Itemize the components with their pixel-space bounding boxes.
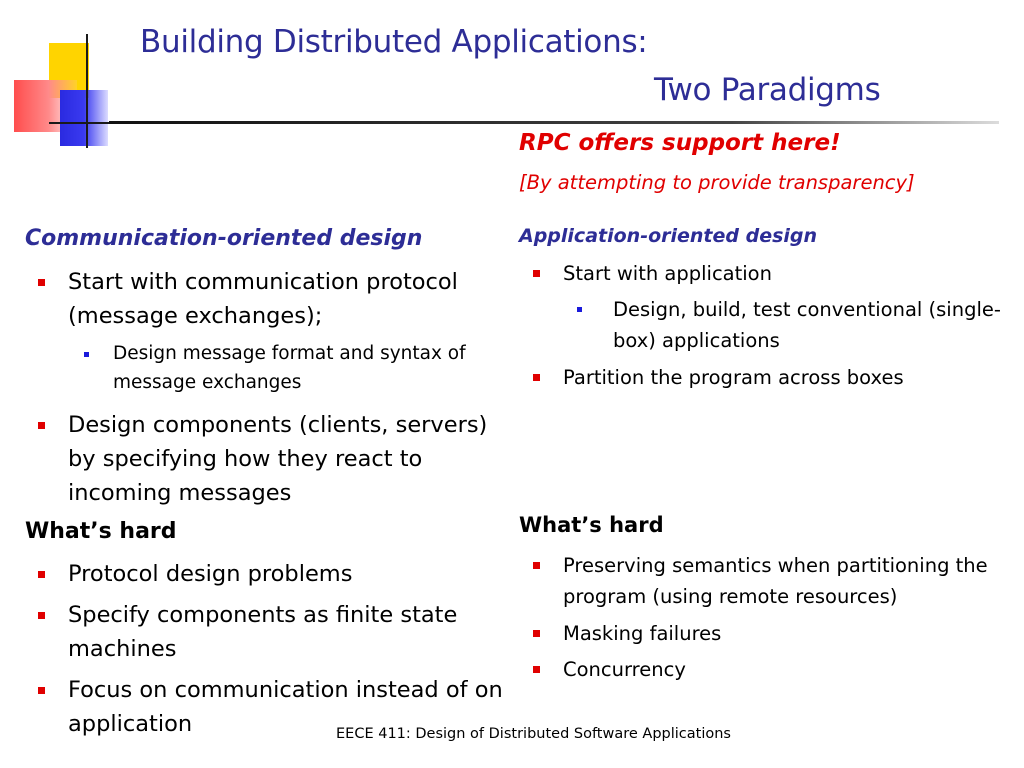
slide-title-line2: Two Paradigms [654, 72, 881, 108]
logo-horizontal-line [49, 122, 109, 124]
title-rule [109, 121, 999, 124]
rpc-note-subtitle: [By attempting to provide transparency] [519, 171, 915, 194]
bullet-icon [38, 422, 45, 429]
list-item: Focus on communication instead of on application [68, 673, 508, 741]
right-heading: Application-oriented design [519, 225, 818, 247]
bullet-icon [533, 630, 540, 637]
right-hard-heading: What’s hard [519, 513, 664, 537]
sub-list-item: Design, build, test conventional (single-box) applications [613, 294, 1003, 356]
bullet-icon [38, 612, 45, 619]
bullet-icon [533, 270, 540, 277]
left-heading: Communication-oriented design [25, 226, 423, 251]
list-item: Start with application [563, 258, 1013, 289]
sub-bullet-icon [577, 307, 582, 312]
bullet-icon [533, 666, 540, 673]
slide-title-line1: Building Distributed Applications: [140, 24, 648, 60]
list-item: Masking failures [563, 618, 1013, 649]
slide-footer: EECE 411: Design of Distributed Software Applications [336, 726, 731, 742]
list-item: Partition the program across boxes [563, 362, 1013, 393]
logo-blue-square [60, 90, 108, 146]
bullet-icon [38, 571, 45, 578]
sub-list-item: Design message format and syntax of message exchanges [113, 339, 473, 397]
bullet-icon [533, 374, 540, 381]
sub-bullet-icon [84, 352, 89, 357]
list-item: Protocol design problems [68, 557, 508, 591]
bullet-icon [533, 562, 540, 569]
list-item: Concurrency [563, 654, 1013, 685]
left-hard-heading: What’s hard [25, 519, 177, 544]
rpc-note: RPC offers support here! [519, 130, 841, 156]
bullet-icon [38, 687, 45, 694]
list-item: Specify components as finite state machines [68, 598, 508, 666]
logo-vertical-line [86, 34, 88, 148]
list-item: Preserving semantics when partitioning the program (using remote resources) [563, 550, 1013, 612]
bullet-icon [38, 279, 45, 286]
list-item: Design components (clients, servers) by specifying how they react to incoming messages [68, 408, 508, 510]
list-item: Start with communication protocol (message exchanges); [68, 265, 508, 333]
